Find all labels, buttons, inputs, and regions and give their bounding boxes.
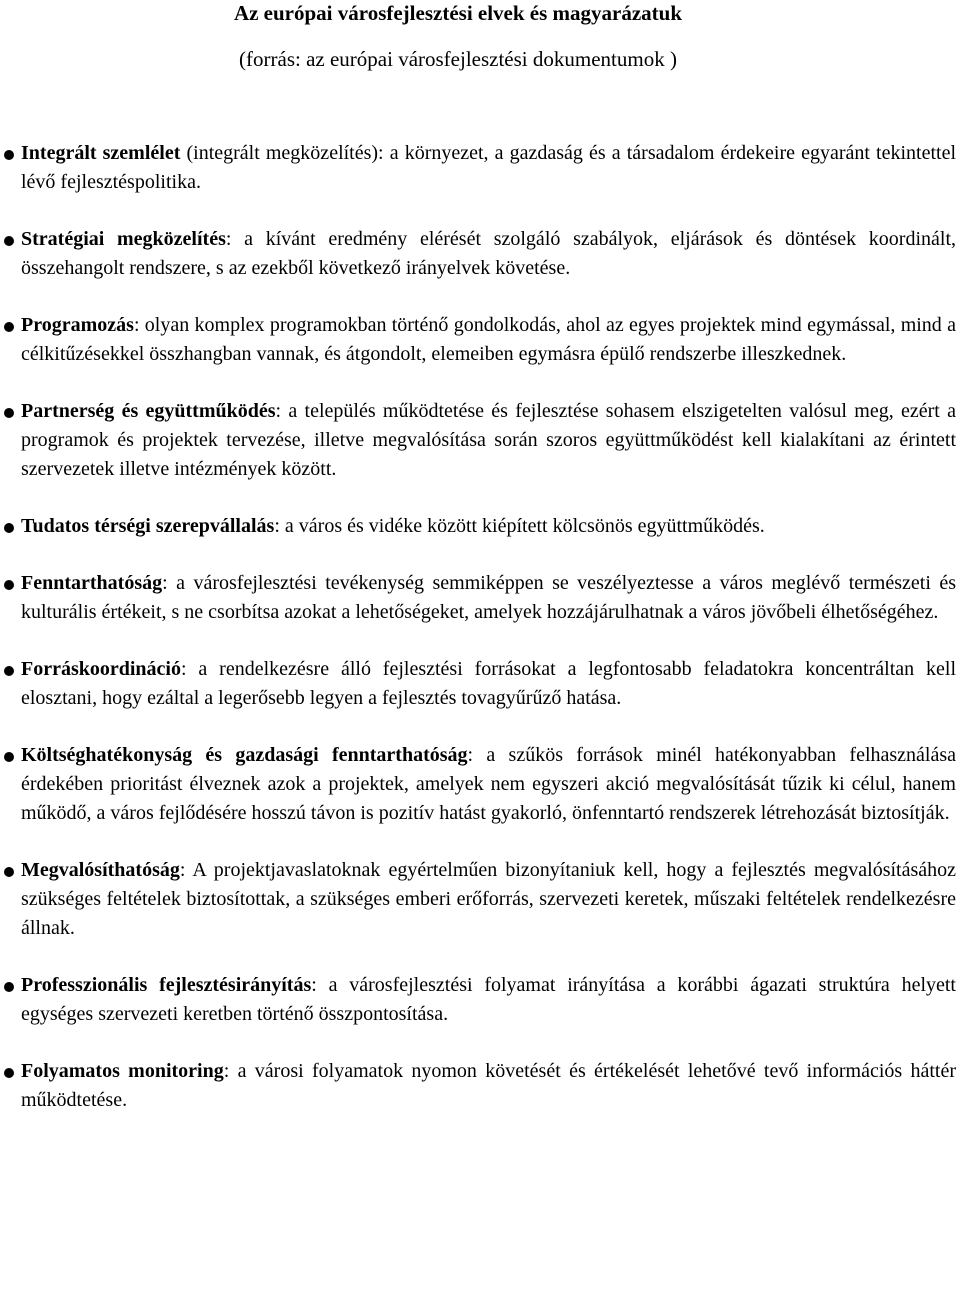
- item-term: Folyamatos monitoring: [21, 1060, 224, 1082]
- bullet-icon: [4, 1068, 14, 1078]
- item-term: Stratégiai megközelítés: [21, 228, 226, 250]
- item-text: : a kívánt eredmény elérését szolgáló szabályok, eljárások és döntések koordinált, összehangolt rendszere, s az ezekből következő irányelvek követése.: [21, 228, 956, 279]
- item-term: Költséghatékonyság és gazdasági fenntarthatóság: [21, 744, 468, 766]
- bullet-icon: [4, 408, 14, 418]
- bullet-icon: [4, 523, 14, 533]
- bullet-icon: [4, 322, 14, 332]
- list-item-cost-efficiency: [0, 741, 960, 828]
- document-title: Az európai városfejlesztési elvek és magyarázatuk: [233, 1, 683, 25]
- document-subtitle: (forrás: az európai városfejlesztési dokumentumok ): [239, 47, 677, 71]
- list-item-programming: [0, 311, 960, 369]
- bullet-icon: [4, 666, 14, 676]
- bullet-icon: [4, 236, 14, 246]
- item-term: Programozás: [21, 314, 134, 336]
- item-text: : a városfejlesztési folyamat irányítása a korábbi ágazati struktúra helyett egységes szervezeti keretben történő összpontosítása.: [21, 974, 956, 1025]
- item-text: : a rendelkezésre álló fejlesztési forrásokat a legfontosabb feladatokra koncentráltan kell elosztani, hogy ezáltal a legerősebb legyen a fejlesztés tovagyűrűző hatása.: [21, 658, 956, 709]
- item-term: Forráskoordináció: [21, 658, 181, 680]
- item-text: : A projektjavaslatoknak egyértelműen bizonyítaniuk kell, hogy a fejlesztés megvalósításához szükséges feltételek biztosítottak, a szükséges emberi erőforrás, szervezeti keretek, műszaki feltételek rendelkezésre állnak.: [21, 859, 956, 939]
- bullet-icon: [4, 982, 14, 992]
- principles-list: [0, 139, 960, 1143]
- list-item-monitoring: [0, 1057, 960, 1115]
- item-term: Megvalósíthatóság: [21, 859, 180, 881]
- list-item-feasibility: [0, 856, 960, 943]
- item-term: Partnerség és együttműködés: [21, 400, 276, 422]
- bullet-icon: [4, 752, 14, 762]
- item-text: : a város és vidéke között kiépített kölcsönös együttműködés.: [274, 515, 765, 537]
- list-item-resource-coordination: [0, 655, 960, 713]
- list-item-professional-management: [0, 971, 960, 1029]
- bullet-icon: [4, 150, 14, 160]
- bullet-icon: [4, 867, 14, 877]
- list-item-strategic-approach: [0, 225, 960, 283]
- item-term: Tudatos térségi szerepvállalás: [21, 515, 275, 537]
- bullet-icon: [4, 580, 14, 590]
- list-item-partnership: [0, 397, 960, 484]
- item-text: (integrált megközelítés): a környezet, a gazdaság és a társadalom érdekeire egyaránt tekintettel lévő fejlesztéspolitika.: [21, 142, 956, 193]
- item-term: Integrált szemlélet: [21, 142, 181, 164]
- list-item-integrated-approach: [0, 139, 960, 197]
- item-term: Professzionális fejlesztésirányítás: [21, 974, 312, 996]
- item-text: : a városfejlesztési tevékenység semmiképpen se veszélyeztesse a város meglévő természeti és kulturális értékeit, s ne csorbítsa azokat a lehetőségeket, amelyek hozzájárulhatnak a város jövőbeli élhetőségéhez.: [21, 572, 956, 623]
- item-text: : a városi folyamatok nyomon követését és értékelését lehetővé tevő információs háttér működtetése.: [21, 1060, 956, 1111]
- item-text: : a település működtetése és fejlesztése sohasem elszigetelten valósul meg, ezért a programok és projektek tervezése, illetve megvalósítása során szoros együttműködést kell kialakítani az érintett szervezetek illetve intézmények között.: [21, 400, 956, 480]
- item-term: Fenntarthatóság: [21, 572, 163, 594]
- item-text: : olyan komplex programokban történő gondolkodás, ahol az egyes projektek mind egymással, mind a célkitűzésekkel összhangban vannak, és átgondolt, elemeiben egymásra épülő rendszerbe illeszkednek.: [21, 314, 956, 365]
- item-text: : a szűkös források minél hatékonyabban felhasználása érdekében prioritást élveznek azok a projektek, amelyek nem egyszeri akció megvalósítását tűzik ki célul, hanem működő, a város fejlődésére hosszú távon is pozitív hatást gyakorló, önfenntartó rendszerek létrehozását biztosítják.: [21, 744, 957, 824]
- list-item-sustainability: [0, 569, 960, 627]
- list-item-regional-role: [0, 512, 960, 541]
